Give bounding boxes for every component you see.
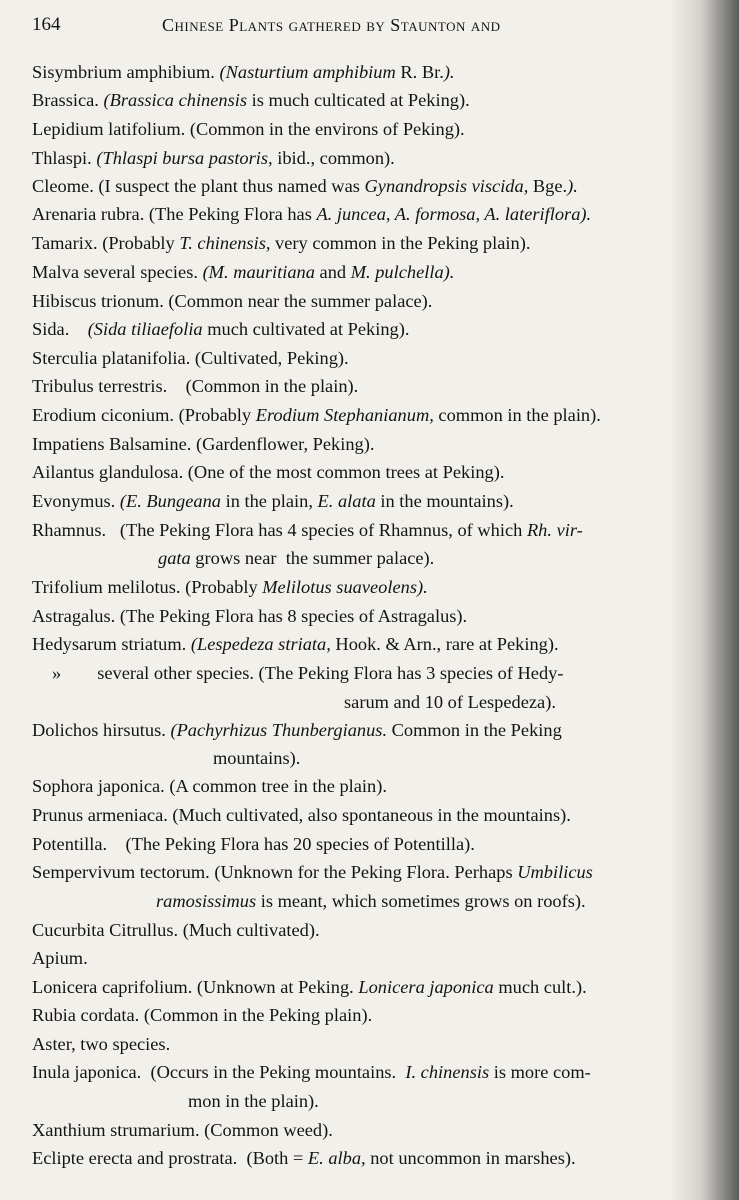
entry-line: ramosissimus is meant, which sometimes grows on roofs). <box>156 891 586 911</box>
entry-line: Rhamnus. (The Peking Flora has 4 species of Rhamnus, of which Rh. vir- <box>32 520 583 540</box>
entry-line: Sterculia platanifolia. (Cultivated, Peking). <box>32 348 349 368</box>
entry-line: sarum and 10 of Lespedeza). <box>344 692 556 712</box>
entry-line: Sophora japonica. (A common tree in the plain). <box>32 776 387 796</box>
running-title: Chinese Plants gathered by Staunton and <box>162 15 501 35</box>
entry-line: Lepidium latifolium. (Common in the environs of Peking). <box>32 119 465 139</box>
entry-line: Potentilla. (The Peking Flora has 20 species of Potentilla). <box>32 834 475 854</box>
entry-line: Tamarix. (Probably T. chinensis, very common in the Peking plain). <box>32 233 531 253</box>
entry-line: Arenaria rubra. (The Peking Flora has A. juncea, A. formosa, A. lateriflora). <box>32 204 592 224</box>
entry-line: mountains). <box>213 748 301 768</box>
entry-line: Impatiens Balsamine. (Gardenflower, Peking). <box>32 434 375 454</box>
entry-line: Trifolium melilotus. (Probably Melilotus suaveolens). <box>32 577 428 597</box>
entry-line: Sisymbrium amphibium. (Nasturtium amphibium R. Br.). <box>32 62 455 82</box>
entry-line: Astragalus. (The Peking Flora has 8 species of Astragalus). <box>32 606 468 626</box>
entry-line: » several other species. (The Peking Flora has 3 species of Hedy- <box>52 663 564 683</box>
page-number: 164 <box>32 14 61 35</box>
entry-line: Evonymus. (E. Bungeana in the plain, E. alata in the mountains). <box>32 491 514 511</box>
entry-line: Cucurbita Citrullus. (Much cultivated). <box>32 920 320 940</box>
entry-line: Tribulus terrestris. (Common in the plain). <box>32 376 359 396</box>
entry-line: Thlaspi. (Thlaspi bursa pastoris, ibid., common). <box>32 148 395 168</box>
entry-line: Ailantus glandulosa. (One of the most common trees at Peking). <box>32 462 505 482</box>
entry-line: Prunus armeniaca. (Much cultivated, also spontaneous in the mountains). <box>32 805 571 825</box>
entry-line: Hedysarum striatum. (Lespedeza striata, Hook. & Arn., rare at Peking). <box>32 634 559 654</box>
entry-line: Dolichos hirsutus. (Pachyrhizus Thunbergianus. Common in the Peking <box>32 720 562 740</box>
entry-line: Lonicera caprifolium. (Unknown at Peking. Lonicera japonica much cult.). <box>32 977 587 997</box>
entry-line: Brassica. (Brassica chinensis is much culticated at Peking). <box>32 90 470 110</box>
entry-line: Apium. <box>32 948 88 968</box>
entry-line: gata grows near the summer palace). <box>158 548 435 568</box>
entry-line: mon in the plain). <box>188 1091 319 1111</box>
entry-line: Xanthium strumarium. (Common weed). <box>32 1120 333 1140</box>
entry-line: Inula japonica. (Occurs in the Peking mountains. I. chinensis is more com- <box>32 1062 591 1082</box>
entry-line: Eclipte erecta and prostrata. (Both = E. alba, not uncommon in marshes). <box>32 1148 576 1168</box>
entry-line: Sempervivum tectorum. (Unknown for the Peking Flora. Perhaps Umbilicus <box>32 862 593 882</box>
entry-line: Cleome. (I suspect the plant thus named was Gynandropsis viscida, Bge.). <box>32 176 578 196</box>
entry-line: Hibiscus trionum. (Common near the summer palace). <box>32 291 433 311</box>
entry-line: Rubia cordata. (Common in the Peking plain). <box>32 1005 373 1025</box>
entry-line: Aster, two species. <box>32 1034 171 1054</box>
entry-line: Malva several species. (M. mauritiana and M. pulchella). <box>32 262 455 282</box>
entry-line: Erodium ciconium. (Probably Erodium Stephanianum, common in the plain). <box>32 405 601 425</box>
entry-line: Sida. (Sida tiliaefolia much cultivated at Peking). <box>32 319 410 339</box>
